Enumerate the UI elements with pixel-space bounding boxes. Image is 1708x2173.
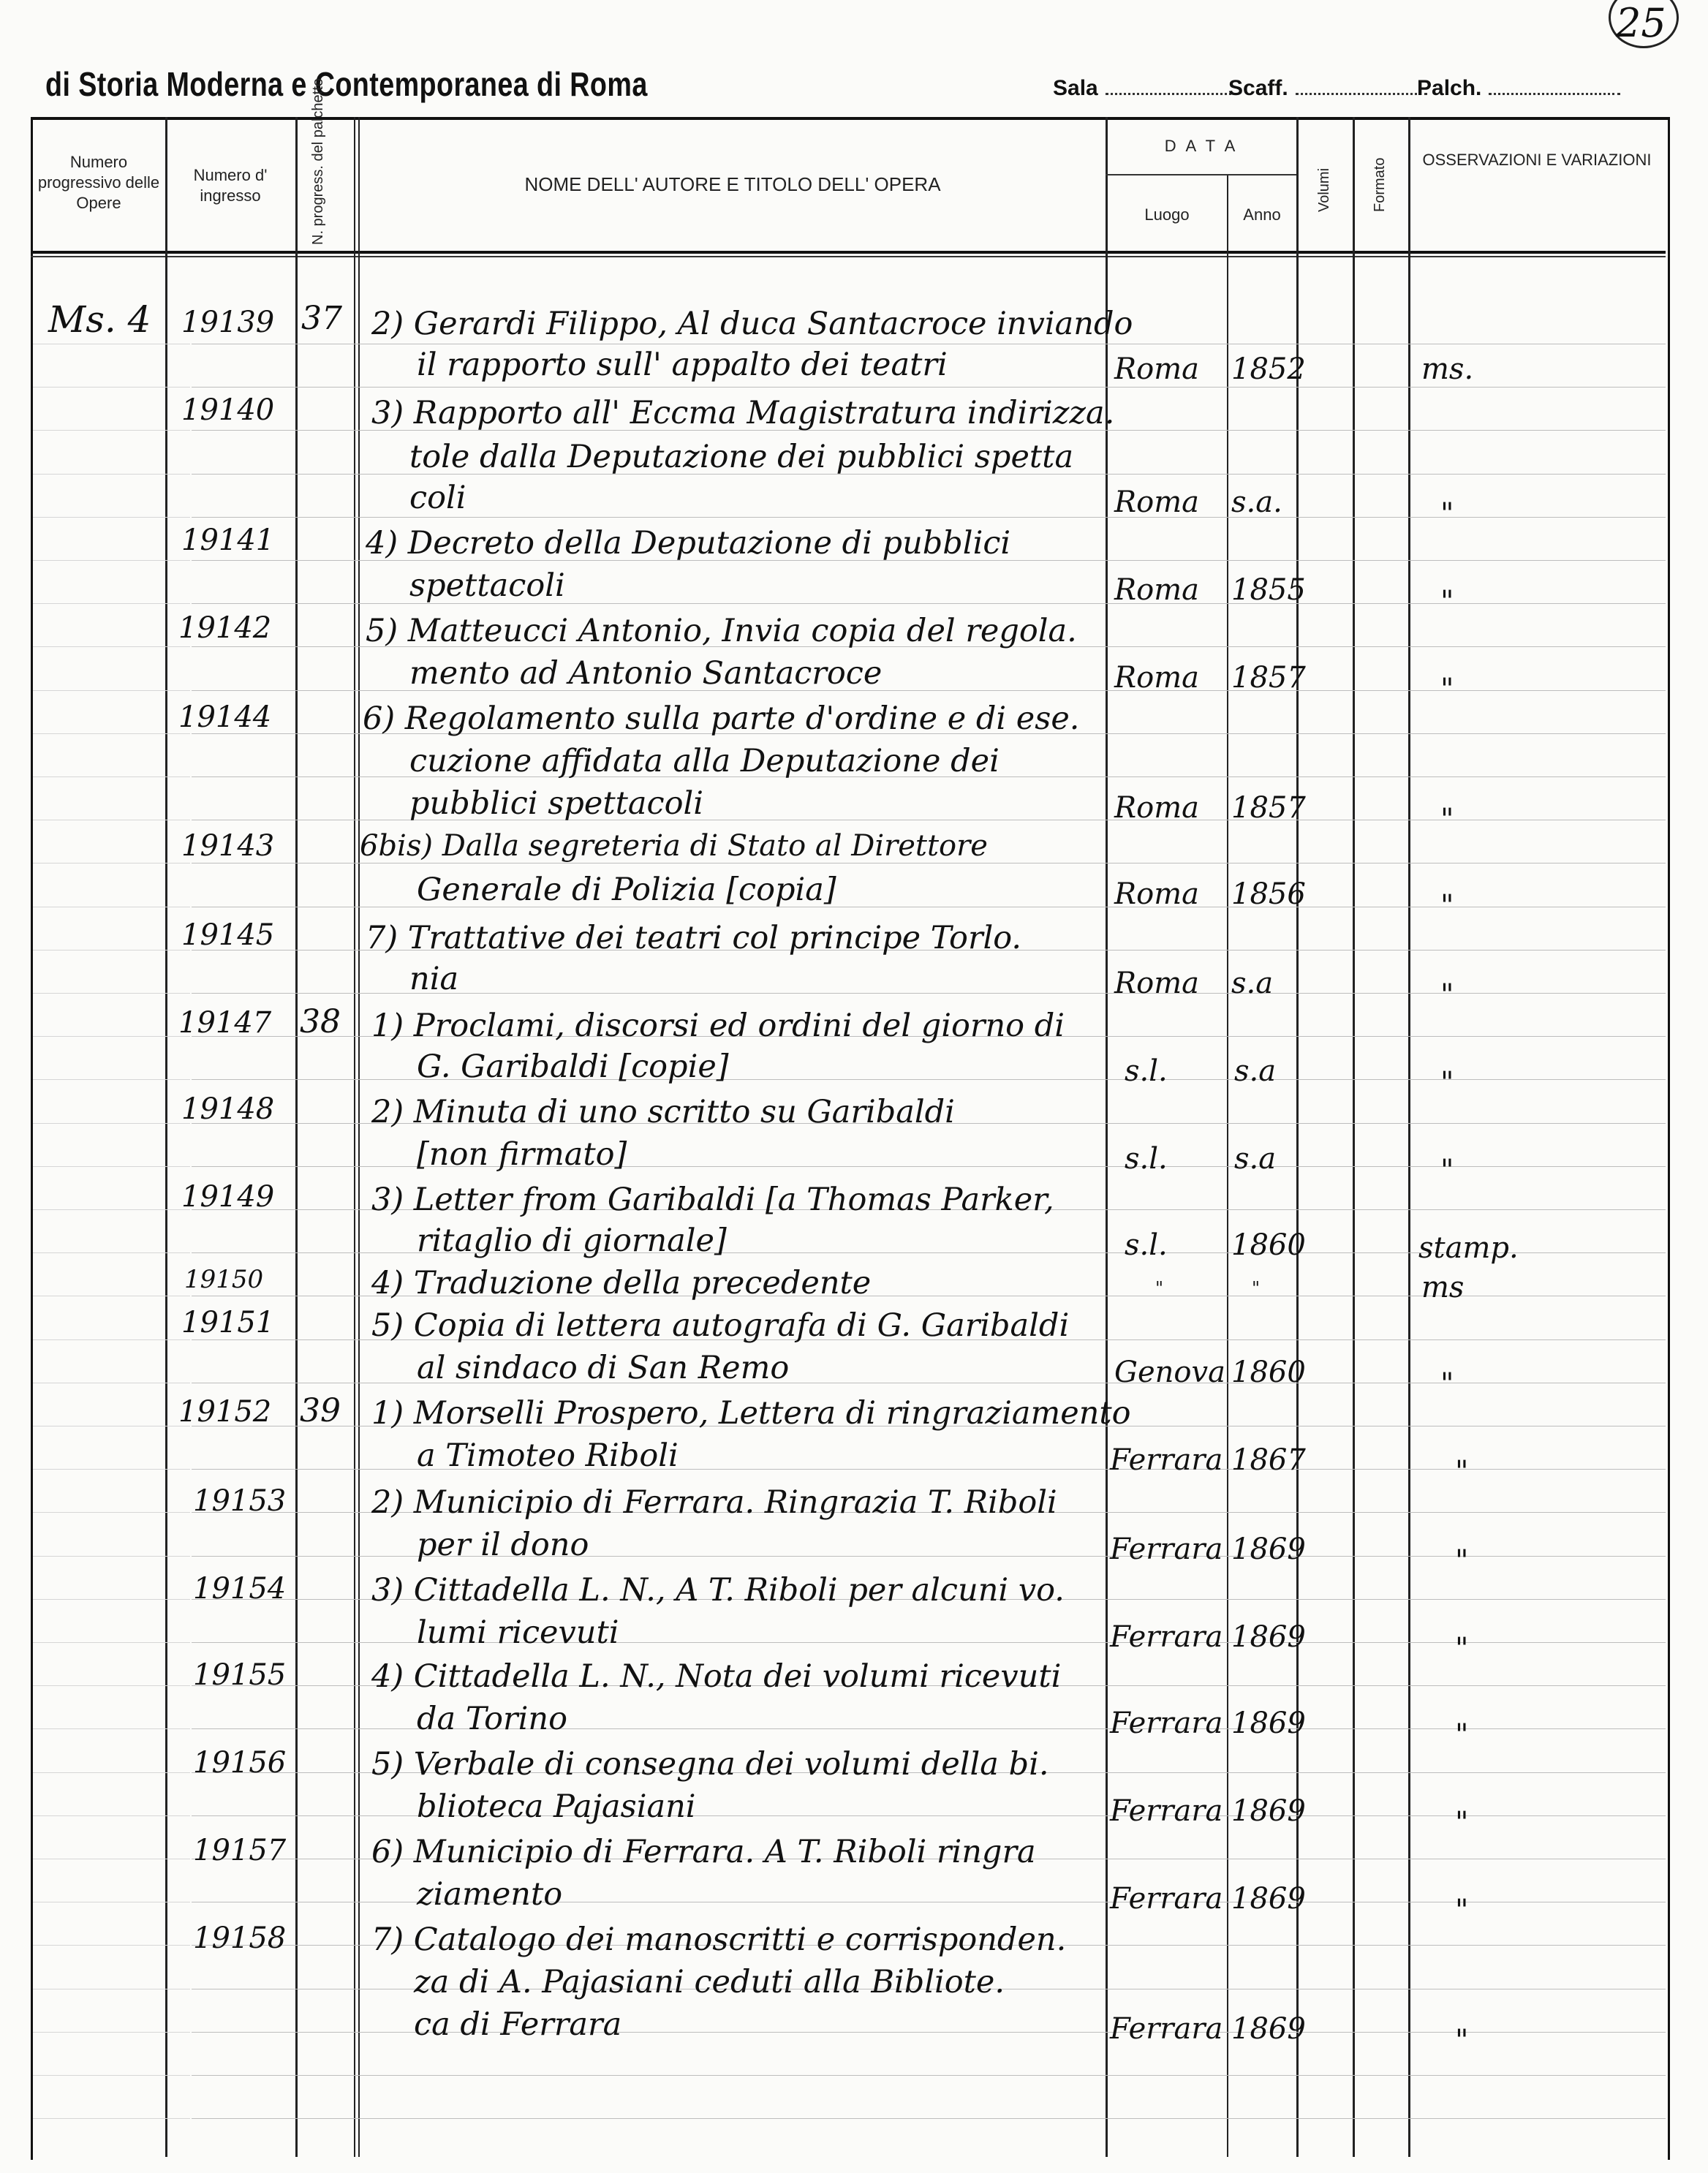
palchetto-number: 37 [301, 300, 342, 337]
column-separator [354, 117, 355, 2157]
entry-text-line: G. Garibaldi [copie] [417, 1048, 729, 1085]
entry-observation: " [1440, 1066, 1454, 1100]
ruled-line [33, 1642, 190, 1643]
entry-text-line: 3) Rapporto all' Eccma Magistratura indirizza. [371, 395, 1115, 431]
entry-observation: " [1455, 1544, 1469, 1578]
entry-place: Roma [1114, 485, 1199, 519]
ruled-line [33, 2032, 190, 2033]
ingresso-number: 19142 [178, 611, 272, 645]
entry-text-line: a Timoteo Riboli [417, 1437, 679, 1474]
ruled-line [33, 1685, 190, 1686]
entry-place: Ferrara [1110, 2012, 1223, 2046]
ruled-line [192, 1469, 1666, 1470]
palchetto-number: 38 [300, 1003, 341, 1040]
ingresso-number: 19152 [178, 1395, 272, 1429]
entry-place: " [1155, 1278, 1164, 1299]
ruled-line [192, 1815, 1666, 1816]
ruled-line [33, 950, 190, 951]
ruled-line [33, 1772, 190, 1773]
ruled-line [33, 1728, 190, 1729]
entry-place: Genova [1114, 1356, 1225, 1389]
entry-place: Ferrara [1110, 1533, 1223, 1566]
ruled-line [192, 1642, 1666, 1643]
header-luogo: Luogo [1144, 205, 1190, 224]
entry-year: 1869 [1231, 1620, 1306, 1654]
entry-place: Ferrara [1110, 1882, 1223, 1916]
ruled-line [33, 1339, 190, 1340]
ingresso-number: 19149 [181, 1180, 275, 1214]
entry-observation: " [1455, 1632, 1469, 1666]
entry-year: 1867 [1231, 1443, 1306, 1477]
entry-year: 1856 [1231, 877, 1306, 911]
entry-text-line: il rapporto sull' appalto dei teatri [417, 347, 948, 383]
entry-text-line: 1) Morselli Prospero, Lettera di ringraziamento [371, 1395, 1131, 1432]
entry-text-line: 7) Trattative dei teatri col principe Torlo. [366, 920, 1022, 956]
entry-text-line: 4) Decreto della Deputazione di pubblici [366, 525, 1011, 562]
ingresso-number: 19150 [184, 1265, 264, 1294]
ruled-line [33, 1512, 190, 1513]
entry-year: 1869 [1231, 1882, 1306, 1916]
entry-year: 1852 [1231, 352, 1306, 386]
entry-observation: " [1440, 1367, 1454, 1401]
entry-text-line: 4) Traduzione della precedente [371, 1265, 872, 1301]
ruled-line [33, 1123, 190, 1124]
ruled-line [33, 2075, 190, 2076]
ruled-line [33, 993, 190, 994]
entry-text-line: 2) Gerardi Filippo, Al duca Santacroce inviando [371, 306, 1133, 342]
entry-text-line: blioteca Pajasiani [417, 1788, 696, 1825]
entry-observation: ms [1421, 1271, 1465, 1304]
ruled-line [33, 1599, 190, 1600]
ruled-line [192, 2032, 1666, 2033]
entry-place: Roma [1114, 791, 1199, 825]
entry-year: 1869 [1231, 2012, 1306, 2046]
entry-text-line: 3) Letter from Garibaldi [a Thomas Parker, [371, 1182, 1054, 1218]
ruled-line [33, 1209, 190, 1210]
ingresso-number: 19151 [181, 1306, 275, 1339]
entry-place: Ferrara [1110, 1620, 1223, 1654]
header-formato: Formato [1372, 157, 1388, 212]
entry-text-line: tole dalla Deputazione dei pubblici spetta [409, 439, 1074, 475]
entry-text-line: da Torino [417, 1701, 567, 1737]
entry-year: s.a [1231, 967, 1274, 1000]
entry-text-line: pubblici spettacoli [409, 785, 703, 822]
scaff-field: Scaff. [1228, 76, 1427, 101]
ruled-line [192, 2075, 1666, 2076]
header-numero-ingresso: Numero d' ingresso [193, 166, 268, 205]
sala-field: Sala [1053, 76, 1237, 101]
ingresso-number: 19144 [178, 700, 272, 734]
ruled-line [33, 646, 190, 647]
entry-observation: ms. [1421, 352, 1474, 386]
ingresso-number: 19139 [181, 306, 275, 339]
entry-text-line: Generale di Polizia [copia] [417, 872, 836, 908]
entry-observation: " [1455, 1894, 1469, 1927]
ingresso-number: 19156 [193, 1746, 287, 1780]
entry-observation: " [1455, 1718, 1469, 1752]
ruled-line [33, 2118, 190, 2119]
entry-year: 1860 [1231, 1228, 1306, 1262]
entry-year: 1869 [1231, 1533, 1306, 1566]
header-volumi: Volumi [1316, 167, 1332, 212]
entry-text-line: nia [409, 961, 459, 997]
ingresso-number: 19140 [181, 393, 275, 427]
entry-place: s.l. [1125, 1142, 1168, 1176]
entry-year: 1869 [1231, 1794, 1306, 1828]
entry-text-line: coli [409, 480, 466, 516]
ruled-line [33, 560, 190, 561]
entry-text-line: 2) Minuta di uno scritto su Garibaldi [371, 1094, 955, 1130]
entry-place: Ferrara [1110, 1443, 1223, 1477]
header-n-progress: N. progress. del palchetto [310, 78, 326, 245]
ruled-line [33, 1469, 190, 1470]
header-anno: Anno [1243, 205, 1281, 224]
entry-place: Roma [1114, 967, 1199, 1000]
entry-text-line: ziamento [417, 1876, 563, 1913]
entry-year: s.a. [1231, 485, 1282, 519]
column-separator [295, 117, 298, 2157]
ingresso-number: 19147 [178, 1006, 272, 1040]
entry-text-line: spettacoli [409, 567, 565, 604]
palchetto-number: 39 [300, 1392, 341, 1429]
entry-place: s.l. [1125, 1054, 1168, 1088]
entry-text-line: ritaglio di giornale] [417, 1222, 727, 1259]
entry-year: 1857 [1231, 791, 1306, 825]
header-rule-secondary [31, 256, 1666, 257]
entry-text-line: 7) Catalogo dei manoscritti e corrisponden. [371, 1921, 1067, 1958]
entry-year: 1857 [1231, 661, 1306, 695]
ingresso-number: 19143 [181, 829, 275, 863]
ruled-line [33, 1079, 190, 1080]
entry-text-line: per il dono [417, 1527, 589, 1563]
entry-text-line: 5) Matteucci Antonio, Invia copia del regola. [366, 613, 1077, 649]
entry-observation: " [1455, 1455, 1469, 1489]
ingresso-number: 19155 [193, 1658, 287, 1692]
page-title: di Storia Moderna e Contemporanea di Roma [45, 65, 648, 103]
ruled-line [33, 733, 190, 734]
ruled-line [33, 1036, 190, 1037]
entry-observation: " [1440, 673, 1454, 706]
header-osservazioni: OSSERVAZIONI E VARIAZIONI [1422, 151, 1652, 169]
entry-observation: " [1455, 1806, 1469, 1840]
entry-text-line: lumi ricevuti [417, 1614, 619, 1651]
entry-text-line: 2) Municipio di Ferrara. Ringrazia T. Riboli [371, 1484, 1057, 1521]
entry-year: 1869 [1231, 1707, 1306, 1740]
ruled-line [33, 517, 190, 518]
entry-text-line: 6) Regolamento sulla parte d'ordine e di ese. [363, 700, 1080, 737]
page-number: 25 [1616, 0, 1666, 46]
ruled-line [33, 1166, 190, 1167]
ruled-line [33, 690, 190, 691]
ingresso-number: 19145 [181, 918, 275, 952]
entry-observation: " [1440, 1154, 1454, 1187]
ruled-line [33, 1556, 190, 1557]
ruled-line [33, 1945, 190, 1946]
ruled-line [33, 430, 190, 431]
shelfmark: Ms. 4 [48, 298, 151, 341]
header-data: D A T A [1164, 137, 1239, 155]
entry-place: Roma [1114, 352, 1199, 386]
palch-field: Palch. [1417, 76, 1620, 101]
ingresso-number: 19158 [193, 1921, 287, 1955]
entry-text-line: 6) Municipio di Ferrara. A T. Riboli ringra [371, 1834, 1036, 1870]
ruled-line [192, 2118, 1666, 2119]
ruled-line [192, 1728, 1666, 1729]
header-numero-progressivo: Numero progressivo delle Opere [37, 153, 160, 212]
entry-text-line: 5) Verbale di consegna dei volumi della bi. [371, 1746, 1049, 1783]
entry-observation: " [1440, 585, 1454, 619]
entry-year: s.a [1234, 1054, 1277, 1088]
ruled-line [192, 387, 1666, 388]
entry-year: 1860 [1231, 1356, 1306, 1389]
entry-observation: " [1440, 978, 1454, 1012]
entry-place: Ferrara [1110, 1707, 1223, 1740]
column-separator [165, 117, 167, 2157]
entry-text-line: 3) Cittadella L. N., A T. Riboli per alcuni vo. [371, 1572, 1065, 1609]
ruled-line [33, 603, 190, 604]
header-nome-autore: NOME DELL' AUTORE E TITOLO DELL' OPERA [524, 173, 941, 195]
column-separator [1353, 117, 1355, 2157]
entry-text-line: al sindaco di San Remo [417, 1350, 790, 1386]
entry-place: Roma [1114, 573, 1199, 607]
entry-year: 1855 [1231, 573, 1306, 607]
entry-place: Ferrara [1110, 1794, 1223, 1828]
entry-text-line: ca di Ferrara [414, 2006, 622, 2043]
ingresso-number: 19154 [193, 1572, 287, 1606]
entry-observation: " [1440, 803, 1454, 836]
entry-place: s.l. [1125, 1228, 1168, 1262]
entry-text-line: mento ad Antonio Santacroce [409, 655, 883, 692]
entry-text-line: 6bis) Dalla segreteria di Stato al Direttore [360, 829, 988, 863]
entry-place: Roma [1114, 661, 1199, 695]
data-subheader-rule [1106, 174, 1296, 175]
entry-observation: " [1440, 889, 1454, 923]
ingresso-number: 19141 [181, 524, 275, 557]
entry-text-line: cuzione affidata alla Deputazione dei [409, 743, 1000, 779]
header-rule [31, 251, 1666, 254]
ingresso-number: 19148 [181, 1092, 275, 1126]
ingresso-number: 19157 [193, 1834, 287, 1867]
entry-observation: " [1455, 2024, 1469, 2057]
entry-text-line: 5) Copia di lettera autografa di G. Garibaldi [371, 1307, 1070, 1344]
entry-year: " [1252, 1278, 1261, 1299]
column-separator [1296, 117, 1299, 2157]
column-separator [358, 117, 360, 2157]
entry-text-line: [non firmato] [417, 1136, 627, 1173]
entry-place: Roma [1114, 877, 1199, 911]
column-separator [1408, 117, 1410, 2157]
entry-observation: stamp. [1418, 1231, 1519, 1265]
entry-observation: " [1440, 497, 1454, 531]
ruled-line [33, 1815, 190, 1816]
ruled-line [33, 387, 190, 388]
ruled-line [33, 474, 190, 475]
entry-text-line: za di A. Pajasiani ceduti alla Bibliote. [414, 1964, 1005, 2000]
ruled-line [33, 1252, 190, 1253]
entry-text-line: 1) Proclami, discorsi ed ordini del giorno di [371, 1008, 1065, 1044]
entry-text-line: 4) Cittadella L. N., Nota dei volumi ricevuti [371, 1658, 1062, 1695]
entry-year: s.a [1234, 1142, 1277, 1176]
ruled-line [33, 776, 190, 777]
ingresso-number: 19153 [193, 1484, 287, 1518]
ruled-line [192, 1556, 1666, 1557]
